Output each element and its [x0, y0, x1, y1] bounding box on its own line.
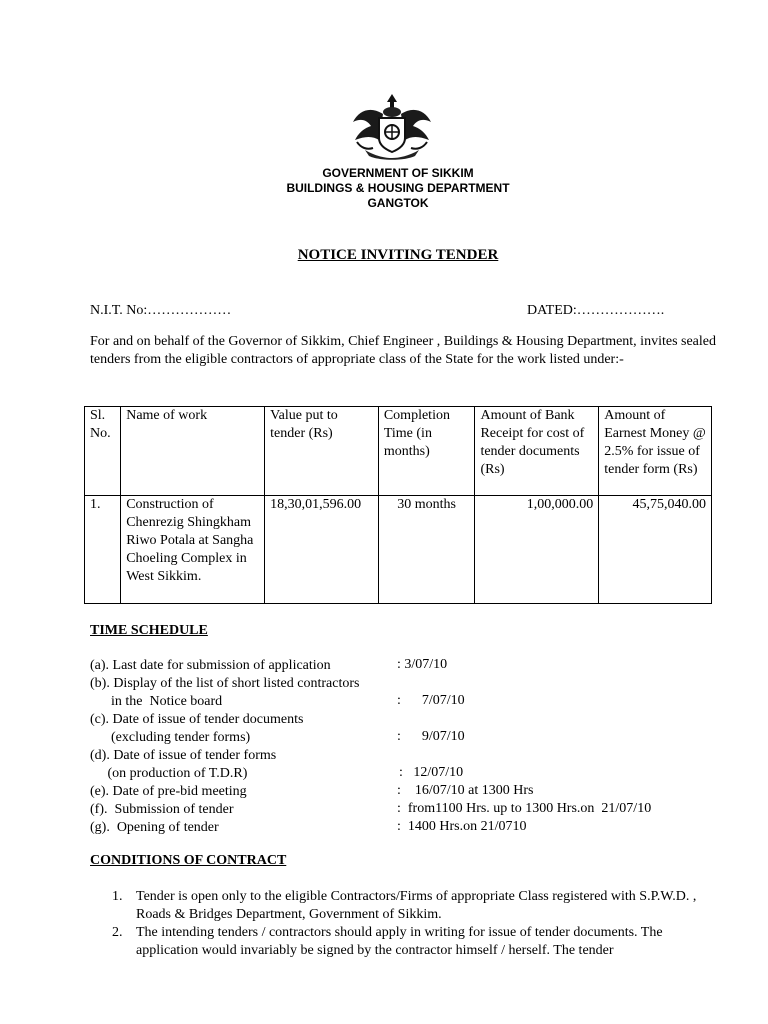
table-cell-value: 18,30,01,596.00 [265, 496, 379, 604]
schedule-value: : from1100 Hrs. up to 1300 Hrs.on 21/07/10 [397, 801, 652, 816]
condition-text: Tender is open only to the eligible Contractors/Firms of appropriate Class registered with S.P.W.D. , Roads & Bridges Department, Government of Sikkim. [136, 889, 697, 922]
schedule-value: : 3/07/10 [397, 657, 448, 672]
list-item: (e). Date of pre-bid meeting [90, 784, 247, 799]
nit-number: N.I.T. No:……………… [90, 303, 232, 318]
list-item [112, 924, 712, 978]
table-header-cell: Amount of Bank Receipt for cost of tender documents (Rs) [475, 407, 599, 496]
table-row [85, 496, 712, 604]
sikkim-state-emblem-icon [345, 92, 440, 162]
list-item [112, 888, 712, 924]
schedule-value: : 12/07/10 [399, 765, 464, 780]
list-item: (g). Opening of tender [90, 820, 219, 835]
table-cell-completion: 30 months [378, 496, 475, 604]
list-item: (a). Last date for submission of application [90, 658, 331, 673]
location-name: GANGTOK [367, 196, 429, 210]
department-name: BUILDINGS & HOUSING DEPARTMENT [286, 181, 510, 195]
condition-number: 1. [112, 889, 123, 904]
list-item: (d). Date of issue of tender forms [90, 748, 277, 763]
schedule-value: : 9/07/10 [397, 729, 465, 744]
list-item: (f). Submission of tender [90, 802, 234, 817]
document-title: NOTICE INVITING TENDER [297, 247, 499, 263]
table-cell-bank-receipt: 1,00,000.00 [475, 496, 599, 604]
table-cell-name: Construction of Chenrezig Shingkham Riwo Potala at Sangha Choeling Complex in West Sikkim. [121, 496, 265, 604]
table-header-cell: Value put to tender (Rs) [265, 407, 379, 496]
intro-paragraph: For and on behalf of the Governor of Sikkim, Chief Engineer , Buildings & Housing Department, invites sealed tenders from the eligible contractors of appropriate class of the State for the work listed under:- [90, 334, 716, 367]
time-schedule-heading: TIME SCHEDULE [90, 623, 208, 638]
condition-text: The intending tenders / contractors should apply in writing for issue of tender documents. The application would invariably be signed by the contractor himself / herself. The tender [136, 925, 663, 958]
table-cell-sl: 1. [85, 496, 121, 604]
table-header-cell: Amount of Earnest Money @ 2.5% for issue of tender form (Rs) [599, 407, 712, 496]
org-name: GOVERNMENT OF SIKKIM [322, 166, 474, 180]
table-header-row [85, 407, 712, 496]
tender-table [84, 406, 712, 604]
table-header-cell: Name of work [121, 407, 265, 496]
conditions-heading: CONDITIONS OF CONTRACT [90, 853, 287, 868]
list-item: (on production of T.D.R) [90, 766, 248, 781]
dated-field: DATED:………………. [527, 303, 665, 318]
table-header-cell: Sl. No. [85, 407, 121, 496]
list-item: (c). Date of issue of tender documents [90, 712, 304, 727]
list-item: (excluding tender forms) [90, 730, 251, 745]
schedule-value: : 16/07/10 at 1300 Hrs [397, 783, 534, 798]
table-cell-earnest-money: 45,75,040.00 [599, 496, 712, 604]
list-item: in the Notice board [90, 694, 223, 709]
condition-number: 2. [112, 925, 123, 940]
list-item: (b). Display of the list of short listed contractors [90, 676, 360, 691]
table-header-cell: Completion Time (in months) [378, 407, 475, 496]
schedule-value: : 1400 Hrs.on 21/0710 [397, 819, 527, 834]
schedule-value: : 7/07/10 [397, 693, 465, 708]
